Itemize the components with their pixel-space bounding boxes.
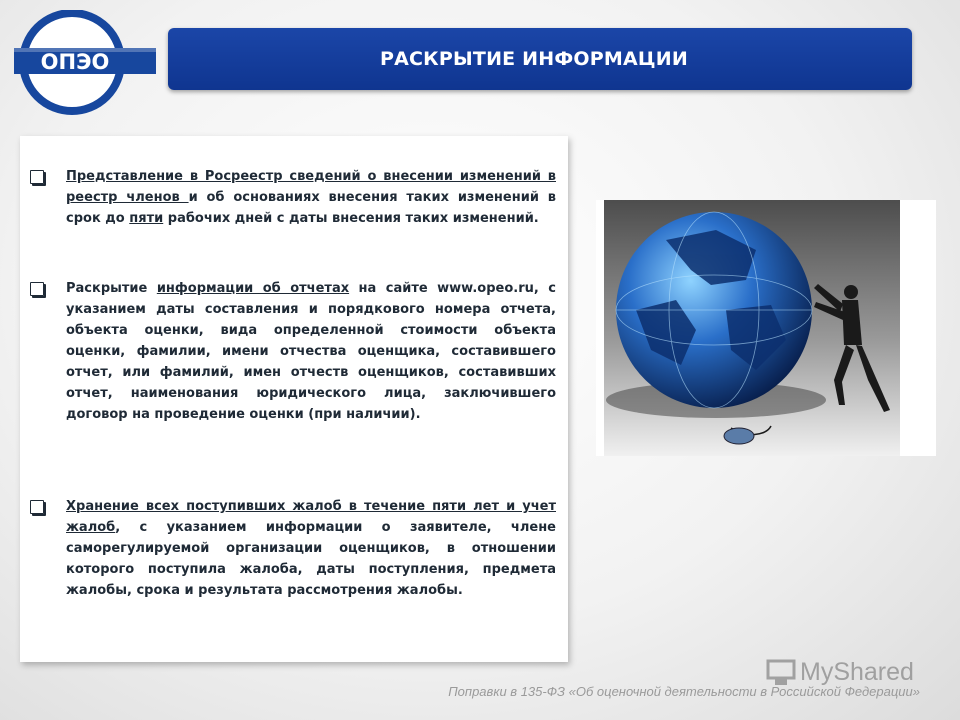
watermark-text: MyShared [800, 658, 914, 686]
bullet-2-underlined: информации об отчетах [156, 281, 350, 296]
checkbox-bullet-icon [30, 282, 44, 296]
bullet-2-text: на сайте www.opeo.ru, с указанием даты составления и порядкового номера отчета, объекта оценки, вида определенной стоимости объекта оценки, фамилии, имени отчества оценщика, составившего отчет, или фамилий, имен отчеств оценщиков, составивших отчет, наименования юридического лица, заключившего договор на проведение оценки (при наличии). [66, 281, 556, 422]
title-bar [168, 28, 912, 90]
bullet-1-tail: рабочих дней с даты внесения таких изменений. [163, 211, 539, 226]
checkbox-bullet-icon [30, 500, 44, 514]
presentation-icon [766, 659, 796, 687]
bullet-1-days: пяти [129, 211, 164, 226]
bullet-1-underlined: Представление в Росреестр сведений о внесении изменений в реестр членов [66, 169, 556, 205]
checkbox-bullet-icon [30, 170, 44, 184]
footer-caption: Поправки в 135-ФЗ «Об оценочной деятельности в Российской Федерации» [448, 684, 920, 699]
bullet-text-2 [66, 278, 556, 425]
content-panel [20, 136, 568, 662]
logo-graphic [14, 10, 164, 120]
page-title: РАСКРЫТИЕ ИНФОРМАЦИИ [380, 48, 688, 70]
bullet-item-1 [30, 166, 556, 229]
bullet-text-3 [66, 496, 556, 601]
watermark [766, 658, 914, 687]
logo-text: ОПЭО [40, 50, 110, 74]
bullet-item-3 [30, 496, 556, 601]
bullet-3-text: , с указанием информации о заявителе, члене саморегулируемой организации оценщиков, в отношении которого поступила жалоба, даты поступления, предмета жалобы, срока и результата рассмотрения жалобы. [66, 520, 556, 598]
opeo-logo [14, 10, 164, 120]
bullet-2-lead: Раскрытие [66, 281, 157, 296]
globe-man-image [596, 200, 936, 456]
bullet-1-text: и об основаниях внесения таких изменений в срок до [66, 190, 556, 226]
bullet-item-2 [30, 278, 556, 425]
globe-illustration [596, 200, 936, 456]
bullet-text-1 [66, 166, 556, 229]
bullet-3-underlined: Хранение всех поступивших жалоб в течение пяти лет и учет жалоб [66, 499, 556, 535]
